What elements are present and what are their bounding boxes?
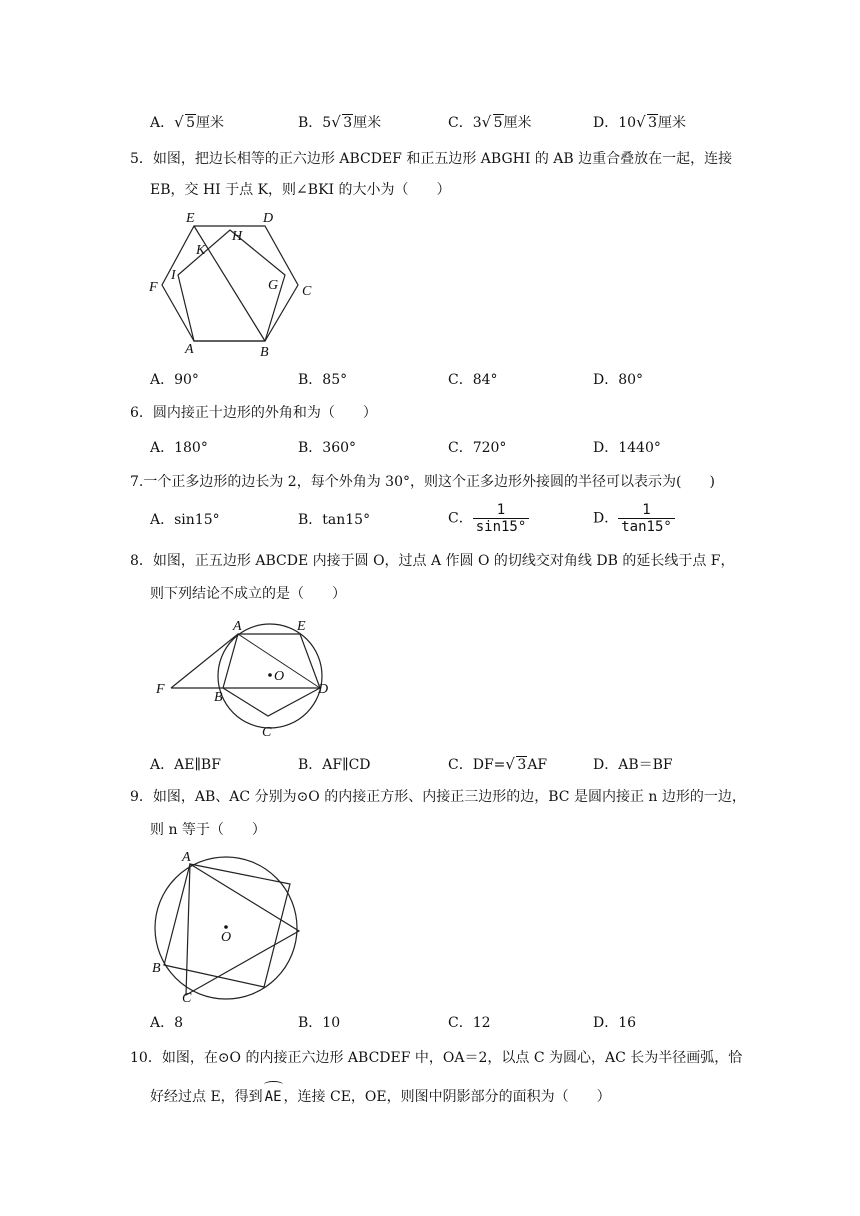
q8-option-b: B．AF∥CD: [298, 757, 371, 773]
center-dot: [268, 673, 272, 677]
q5-option-c: C．84°: [448, 372, 498, 388]
label-f: F: [156, 682, 165, 697]
q8-figure: [150, 612, 350, 742]
q8-option-c: C．DF=√ 3AF: [448, 755, 547, 775]
label-i: I: [171, 268, 176, 283]
q9-option-d: D．16: [593, 1015, 637, 1031]
q5-stem-line1: 5．如图，把边长相等的正六边形 ABCDEF 和正五边形 ABGHI 的 AB 边重合叠放在一起，连接: [130, 151, 733, 167]
q4-option-c: C．3√ 5厘米: [448, 113, 532, 133]
label-g: G: [268, 278, 279, 293]
tangent-af: [171, 634, 238, 688]
q8-stem-line2: 则下列结论不成立的是（ ）: [150, 586, 346, 602]
label-k: K: [196, 243, 206, 258]
square: [164, 864, 290, 987]
q9-figure: [140, 845, 310, 1010]
label-a: A: [185, 342, 194, 357]
label-e: E: [297, 619, 306, 634]
label-b: B: [214, 690, 223, 705]
q4-option-a: A．√ 5厘米: [150, 113, 224, 133]
q6-option-b: B．360°: [298, 440, 357, 456]
label-c: C: [182, 991, 192, 1006]
label-a: A: [182, 850, 191, 865]
q4-option-d: D．10√ 3厘米: [593, 113, 686, 133]
q6-option-c: C．720°: [448, 440, 507, 456]
q7-option-c: C． $\frac{1}{\sin 15^\circ}$: [448, 502, 529, 535]
label-e: E: [186, 211, 195, 226]
label-c: C: [262, 725, 272, 740]
q5-stem-line2: EB，交 HI 于点 K，则∠BKI 的大小为（ ）: [150, 182, 451, 198]
label-o: O: [274, 669, 285, 684]
q6-stem: 6．圆内接正十边形的外角和为（ ）: [130, 405, 377, 421]
q10-stem-line2: 好经过点 E，得到 AE ，连接 CE，OE，则图中阴影部分的面积为（ ）: [150, 1087, 611, 1107]
arc-ae: AE: [263, 1087, 284, 1107]
label-b: B: [152, 961, 161, 976]
q6-option-a: A．180°: [150, 440, 208, 456]
label-h: H: [232, 229, 243, 244]
label-d: D: [318, 682, 329, 697]
label-d: D: [263, 211, 274, 226]
q7-option-d: D． $\frac{1}{\tan 15^\circ}$: [593, 502, 675, 535]
q7-option-a: A．sin15°: [150, 512, 220, 528]
q6-option-d: D．1440°: [593, 440, 661, 456]
q9-option-b: B．10: [298, 1015, 341, 1031]
q8-option-d: D．AB＝BF: [593, 757, 673, 773]
q7-c-fraction: $\frac{1}{\sin 15^\circ}$: [473, 502, 530, 535]
q8-stem-line1: 8．如图，正五边形 ABCDE 内接于圆 O，过点 A 作圆 O 的切线交对角线 DB 的延长线于点 F，: [130, 553, 735, 569]
q9-option-c: C．12: [448, 1015, 491, 1031]
label-f: F: [149, 280, 158, 295]
q5-option-d: D．80°: [593, 372, 644, 388]
q9-option-a: A．8: [150, 1015, 184, 1031]
q4-option-b: B．5√ 3厘米: [298, 113, 381, 133]
q9-stem-line1: 9．如图，AB、AC 分别为⊙O 的内接正方形、内接正三边形的边，BC 是圆内接正 n 边形的一边，: [130, 789, 746, 805]
q5-option-a: A．90°: [150, 372, 199, 388]
label-b: B: [260, 345, 269, 360]
q5-option-b: B．85°: [298, 372, 348, 388]
center-dot: [224, 925, 228, 929]
q5-figure: [140, 205, 330, 365]
q7-d-fraction: $\frac{1}{\tan 15^\circ}$: [618, 502, 675, 535]
q9-stem-line2: 则 n 等于（ ）: [150, 822, 266, 838]
label-c: C: [302, 284, 312, 299]
q8-option-a: A．AE∥BF: [150, 757, 221, 773]
q7-stem: 7.一个正多边形的边长为 2，每个外角为 30°，则这个正多边形外接圆的半径可以表示为( ): [130, 474, 715, 490]
q10-stem-line1: 10．如图，在⊙O 的内接正六边形 ABCDEF 中，OA＝2，以点 C 为圆心，AC 长为半径画弧，恰: [130, 1050, 743, 1066]
label-a: A: [233, 619, 242, 634]
label-o: O: [221, 930, 232, 945]
q7-option-b: B．tan15°: [298, 512, 371, 528]
